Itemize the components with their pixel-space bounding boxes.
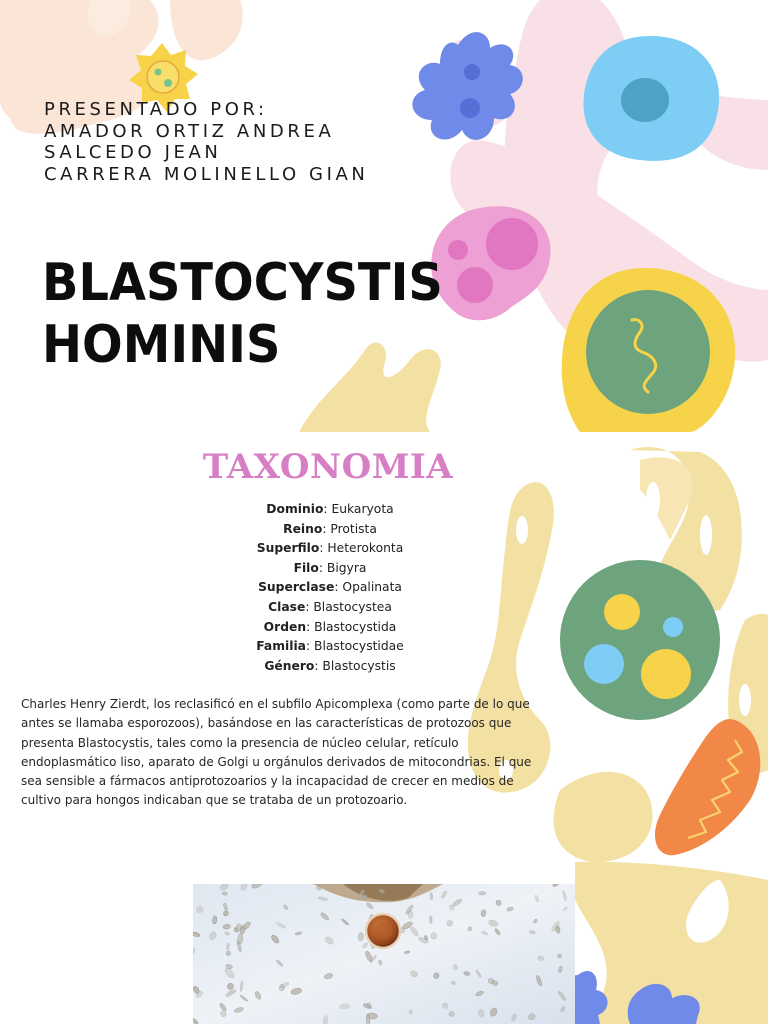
taxonomy-value: : Opalinata — [334, 580, 402, 595]
taxonomy-label: Dominio — [266, 502, 324, 516]
taxonomy-label: Género — [264, 658, 315, 673]
taxonomy-value: : Heterokonta — [319, 541, 404, 556]
taxonomy-item-clase — [140, 598, 520, 618]
microscope-speck — [468, 926, 473, 931]
microscope-speck — [430, 892, 433, 899]
taxonomy-value: : Bigyra — [318, 560, 367, 575]
taxonomy-heading: TAXONOMIA — [202, 447, 454, 487]
taxonomy-label: Orden — [263, 619, 307, 634]
cyan-cell — [583, 36, 719, 161]
taxonomy-list — [140, 500, 520, 676]
taxonomy-item-superfilo — [140, 539, 520, 559]
presenter-name: AMADOR ORTIZ ANDREA — [44, 120, 335, 142]
microscope-speck — [339, 1004, 349, 1009]
title-line-2: HOMINIS — [42, 315, 281, 375]
presenter-name: CARRERA MOLINELLO GIAN — [44, 163, 369, 185]
green-cell — [560, 560, 720, 720]
taxonomy-item-superclase — [140, 578, 520, 598]
presenters-block — [44, 99, 369, 185]
taxonomy-item-familia — [140, 637, 520, 657]
taxonomy-label: Superfilo — [256, 541, 320, 556]
taxonomy-label: Reino — [283, 521, 323, 536]
microscope-speck — [429, 916, 432, 924]
taxonomy-label: Superclase — [258, 580, 335, 595]
blue-amoeba — [412, 32, 522, 140]
taxonomy-label: Clase — [268, 599, 306, 614]
title-line-1: BLASTOCYSTIS — [42, 253, 443, 313]
microscope-photo — [193, 884, 575, 1024]
taxonomy-value: : Blastocystida — [306, 619, 397, 634]
microscope-speck — [479, 892, 486, 895]
microscope-speck — [222, 892, 228, 896]
green-yellow-cell — [562, 268, 735, 432]
presenters-heading: PRESENTADO POR: — [44, 99, 268, 120]
microscope-speck — [453, 965, 458, 970]
mitochondria — [655, 719, 760, 855]
presenter-name: SALCEDO JEAN — [44, 142, 222, 163]
microscope-speck — [227, 943, 230, 950]
microscope-speck — [197, 906, 204, 912]
taxonomy-value: : Eukaryota — [323, 502, 394, 516]
microscope-image — [193, 884, 575, 1024]
taxonomy-value: : Blastocystidae — [305, 639, 404, 654]
taxonomy-value: : Blastocystis — [314, 658, 396, 673]
microscope-speck — [220, 1010, 226, 1017]
microscope-speck — [317, 885, 323, 890]
taxonomy-item-dominio — [140, 500, 520, 520]
taxonomy-item-filo — [140, 559, 520, 579]
microscope-speck — [358, 932, 364, 941]
taxonomy-label: Familia — [256, 639, 306, 654]
taxonomy-label: Filo — [293, 560, 319, 575]
document-title — [42, 252, 443, 376]
microscope-speck — [237, 933, 243, 944]
taxonomy-value: : Blastocystea — [305, 599, 392, 614]
description-paragraph: Charles Henry Zierdt, los reclasificó en el subfilo Apicomplexa (como parte de lo que antes se llamaba esporozoos), basándose en las características de protozoos que presenta Blastocystis, tales como la presencia de núcleo celular, retículo endoplasmático liso, aparato de Golgi u orgánulos derivados de mitocondrias. El que sea sensible a fármacos antiprotozoarios y la incapacidad de crecer en medios de cultivo para hongos indicaban que se trataba de un protozoario. — [21, 697, 532, 808]
taxonomy-item-reino — [140, 520, 520, 540]
microscope-speck — [449, 1011, 455, 1016]
pink-amoeba — [431, 206, 550, 320]
taxonomy-value: : Protista — [322, 521, 377, 536]
taxonomy-item-genero — [140, 657, 520, 677]
taxonomy-item-orden — [140, 618, 520, 638]
microscope-speck — [212, 916, 217, 924]
